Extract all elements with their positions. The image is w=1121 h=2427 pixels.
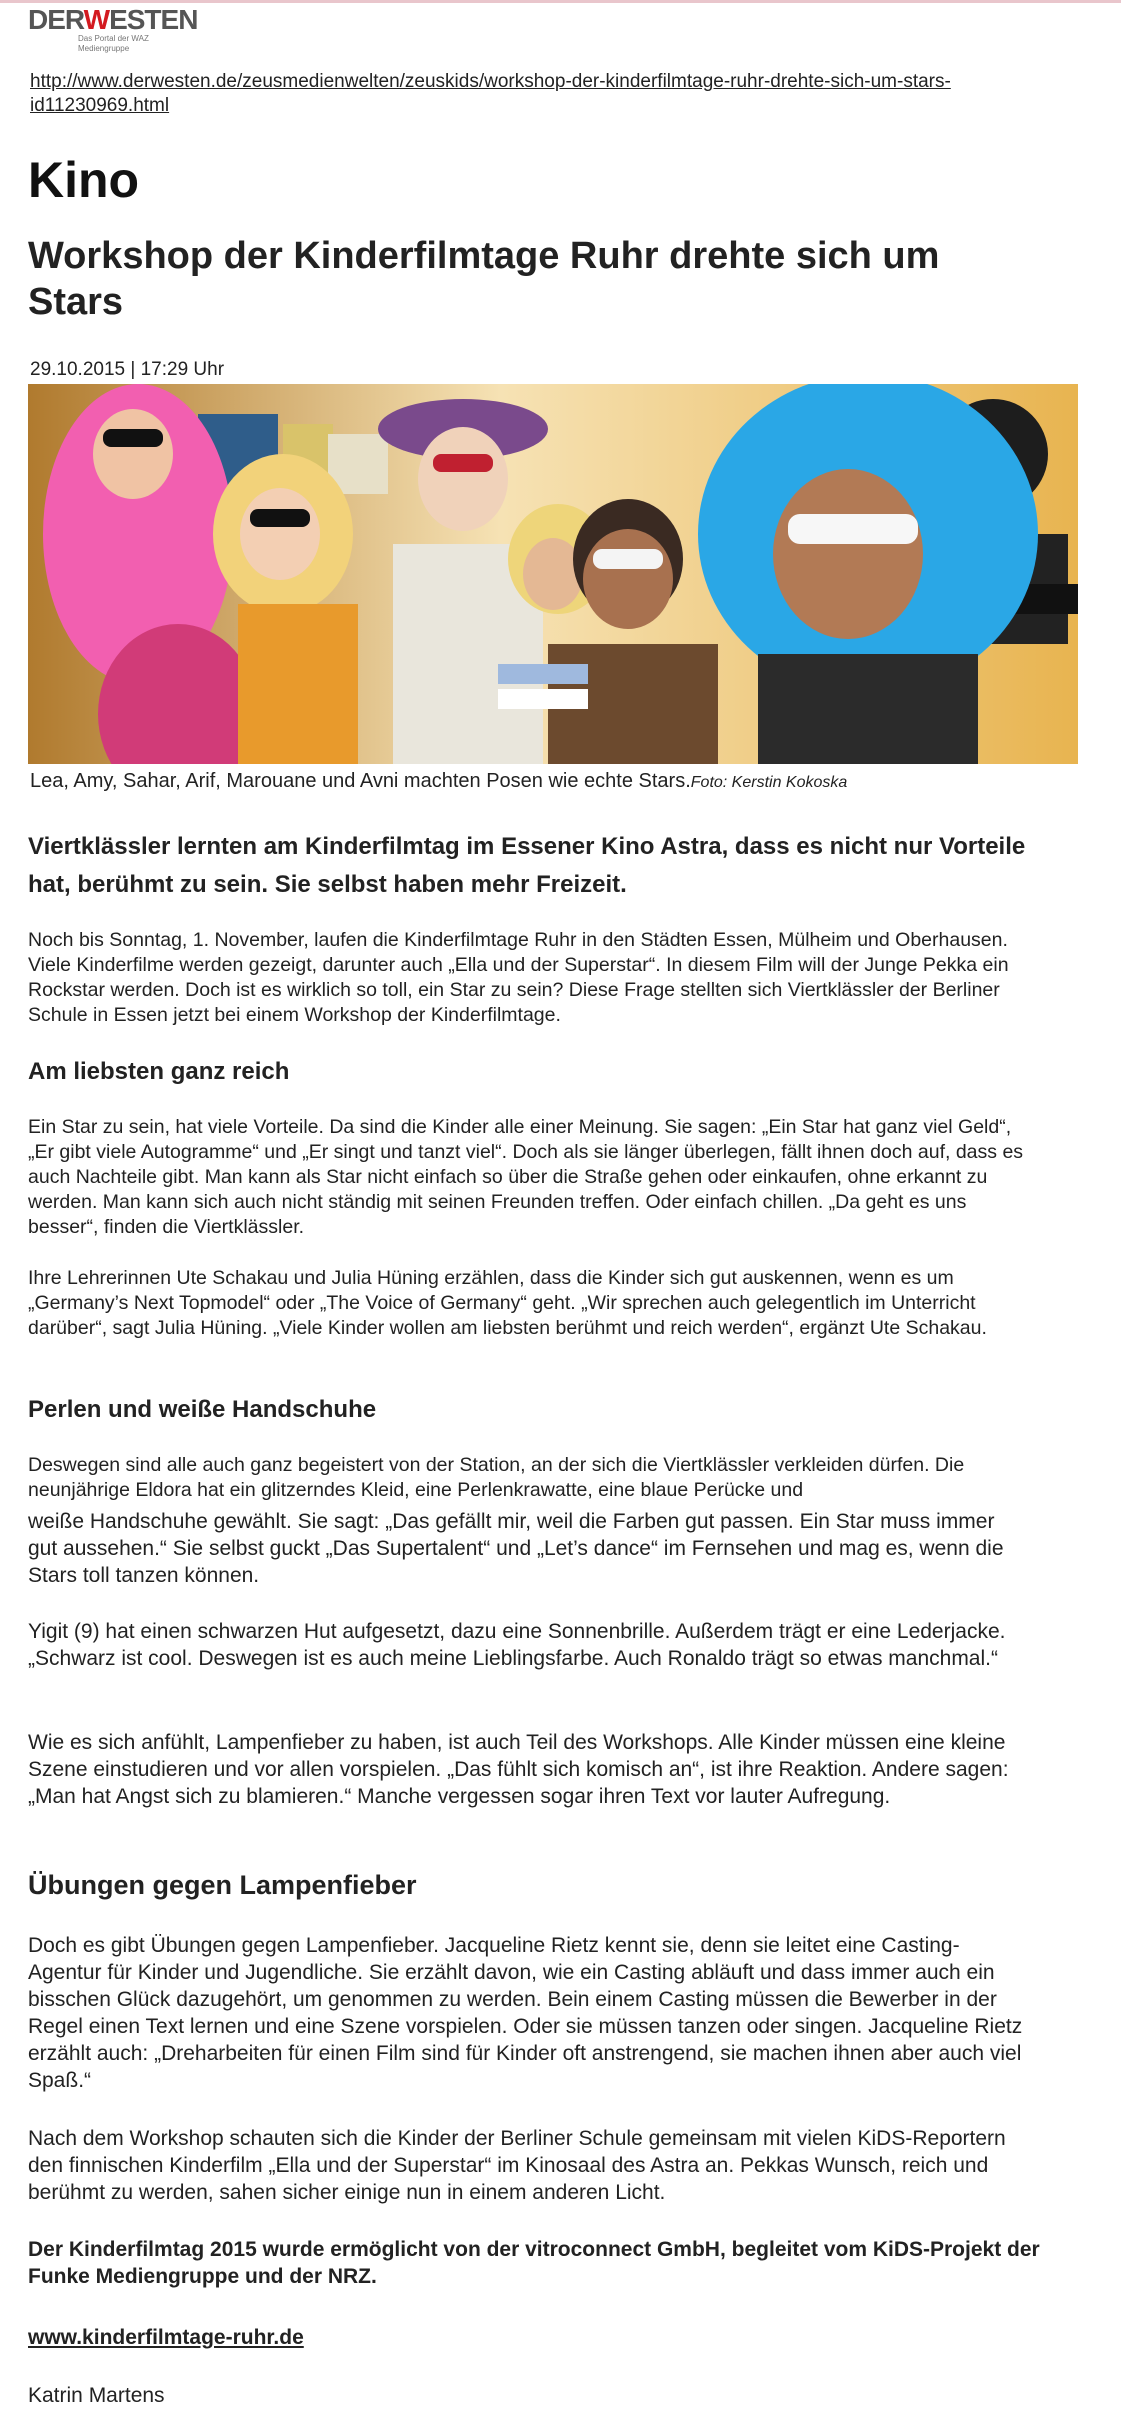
logo-accent-letter: W bbox=[83, 4, 110, 35]
article-lead: Viertklässler lernten am Kinderfilmtag im Essener Kino Astra, dass es nicht nur Vorteile hat, berühmt zu sein. Sie selbst haben mehr Freizeit. bbox=[28, 833, 1026, 898]
top-divider bbox=[0, 0, 1121, 3]
derwesten-logo[interactable] bbox=[28, 4, 198, 53]
paragraph: Wie es sich anfühlt, Lampenfieber zu haben, ist auch Teil des Workshops. Alle Kinder müssen eine kleine Szene einstudieren und vor allen vorspielen. „Das fühlt sich komisch an“, ist ihre Reaktion. Andere sagen: „Man hat Angst sich zu blamieren.“ Manche vergessen sogar ihren Text vor lauter Aufregung. bbox=[28, 1731, 1009, 1808]
subheading: Perlen und weiße Handschuhe bbox=[28, 1396, 377, 1423]
logo-tagline: Das Portal der WAZ Mediengruppe bbox=[78, 34, 149, 53]
section-title: Kino bbox=[28, 152, 140, 208]
caption-text: Lea, Amy, Sahar, Arif, Marouane und Avni machten Posen wie echte Stars. bbox=[30, 770, 691, 792]
paragraph: Noch bis Sonntag, 1. November, laufen die Kinderfilmtage Ruhr in den Städten Essen, Mülheim und Oberhausen. Viele Kinderfilme werden gezeigt, darunter auch „Ella und der Superstar“. In diesem Film will der Junge Pekka ein Rockstar werden. Doch ist es wirklich so toll, ein Star zu sein? Diese Frage stellten sich Viertklässler der Berliner Schule in Essen jetzt bei einem Workshop der Kinderfilmtage. bbox=[28, 929, 1009, 1026]
paragraph: Ihre Lehrerinnen Ute Schakau und Julia Hüning erzählen, dass die Kinder sich gut auskennen, wenn es um „Germany’s Next Topmodel“ oder „The Voice of Germany“ geht. „Wir sprechen auch gelegentlich im Unterricht darüber“, sagt Julia Hüning. „Viele Kinder wollen am liebsten berühmt und reich werden“, ergänzt Ute Schakau. bbox=[28, 1267, 987, 1339]
source-url[interactable]: http://www.derwesten.de/zeusmedienwelten/zeuskids/workshop-der-kinderfilmtage-ruhr-drehte-sich-um-stars-id11230969.html bbox=[30, 71, 951, 116]
website-link[interactable]: www.kinderfilmtage-ruhr.de bbox=[28, 2326, 304, 2349]
paragraph: weiße Handschuhe gewählt. Sie sagt: „Das gefällt mir, weil die Farben gut passen. Ein Star muss immer gut aussehen.“ Sie selbst guckt „Das Supertalent“ und „Let’s dance“ im Fernsehen und mag es, wenn die Stars toll tanzen können. bbox=[28, 1510, 1004, 1587]
paragraph: Deswegen sind alle auch ganz begeistert von der Station, an der sich die Viertklässler verkleiden dürfen. Die neunjährige Eldora hat ein glitzerndes Kleid, eine Perlenkrawatte, eine blaue Perücke und bbox=[28, 1454, 965, 1501]
photo-credit: Foto: Kerstin Kokoska bbox=[690, 774, 848, 791]
photo-caption bbox=[30, 769, 1080, 795]
subheading: Übungen gegen Lampenfieber bbox=[28, 1870, 417, 1900]
author-name: Katrin Martens bbox=[28, 2384, 165, 2407]
article-photo bbox=[28, 384, 1078, 764]
article-headline: Workshop der Kinderfilmtage Ruhr drehte sich um Stars bbox=[28, 235, 940, 323]
dateline: 29.10.2015 | 17:29 Uhr bbox=[30, 359, 225, 380]
sponsor-note: Der Kinderfilmtag 2015 wurde ermöglicht von der vitroconnect GmbH, begleitet vom KiDS-Projekt der Funke Mediengruppe und der NRZ. bbox=[28, 2238, 1040, 2288]
paragraph: Nach dem Workshop schauten sich die Kinder der Berliner Schule gemeinsam mit vielen KiDS-Reportern den finnischen Kinderfilm „Ella und der Superstar“ im Kinosaal des Astra an. Pekkas Wunsch, reich und berühmt zu werden, sahen sicher einige nun in einem anderen Licht. bbox=[28, 2127, 1006, 2204]
logo-wordmark: DERWESTEN bbox=[28, 4, 198, 35]
paragraph: Yigit (9) hat einen schwarzen Hut aufgesetzt, dazu eine Sonnenbrille. Außerdem trägt er eine Lederjacke. „Schwarz ist cool. Deswegen ist es auch meine Lieblingsfarbe. Auch Ronaldo trägt so etwas manchmal.“ bbox=[28, 1620, 1006, 1670]
paragraph: Doch es gibt Übungen gegen Lampenfieber. Jacqueline Rietz kennt sie, denn sie leitet eine Casting-Agentur für Kinder und Jugendliche. Sie erzählt davon, wie ein Casting abläuft und dass immer auch ein bisschen Glück dazugehört, um genommen zu werden. Bein einem Casting müssen die Bewerber in der Regel einen Text lernen und eine Szene vorspielen. Oder sie müssen tanzen oder singen. Jacqueline Rietz erzählt auch: „Dreharbeiten für einen Film sind für Kinder oft anstrengend, sie machen ihnen aber auch viel Spaß.“ bbox=[28, 1934, 1023, 2092]
photo-illustration bbox=[28, 384, 1078, 764]
paragraph: Ein Star zu sein, hat viele Vorteile. Da sind die Kinder alle einer Meinung. Sie sagen: „Ein Star hat ganz viel Geld“, „Er gibt viele Autogramme“ und „Er singt und tanzt viel“. Doch als sie länger überlegen, fällt ihnen doch auf, dass es auch Nachteile gibt. Man kann als Star nicht einfach so über die Straße gehen oder einkaufen, ohne erkannt zu werden. Man kann sich auch nicht ständig mit seinen Freunden treffen. Oder einfach chillen. „Da geht es uns besser“, finden die Viertklässler. bbox=[28, 1116, 1024, 1238]
subheading: Am liebsten ganz reich bbox=[28, 1058, 290, 1085]
